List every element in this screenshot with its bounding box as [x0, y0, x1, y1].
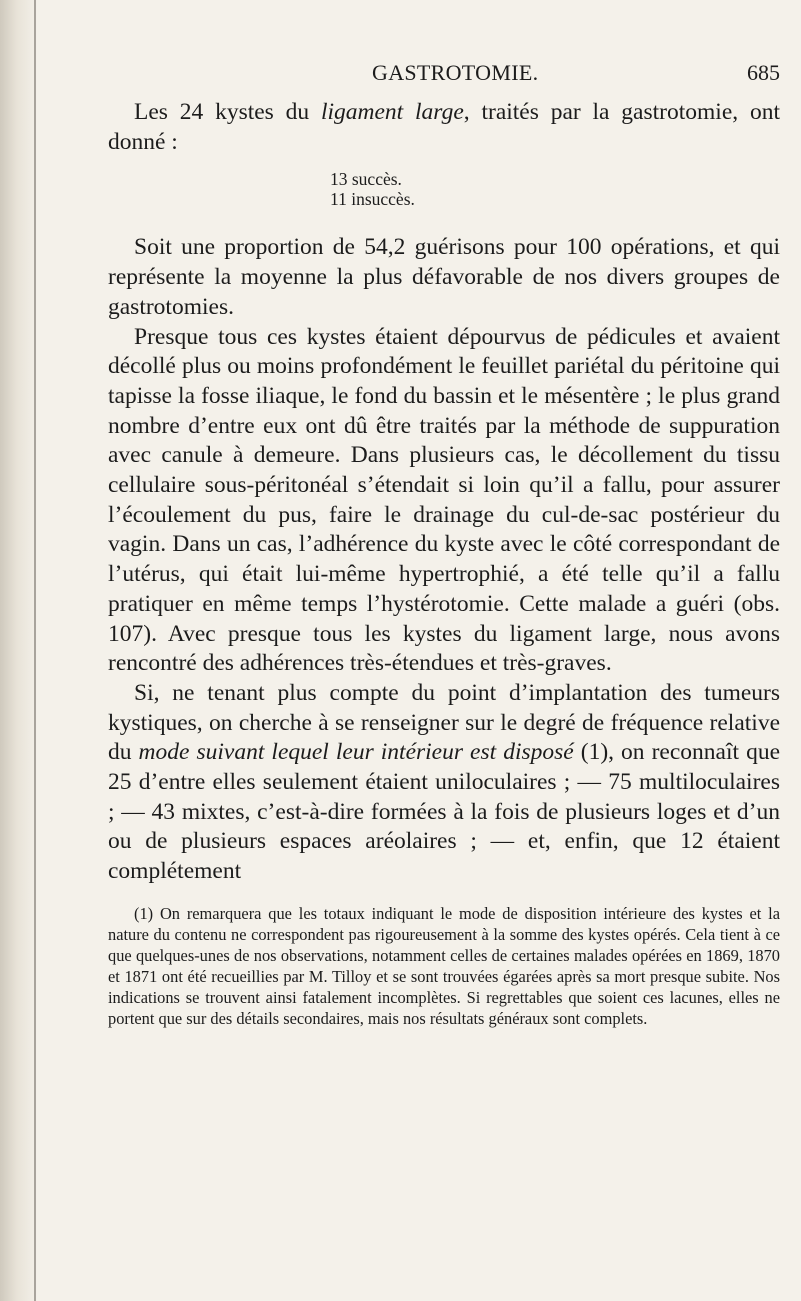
- results-failure: 11 insuccès.: [330, 189, 415, 210]
- running-title: GASTROTOMIE.: [372, 60, 539, 85]
- paragraph-adhesions: Presque tous ces kystes étaient dépourvus de pédicules et avaient décollé plus ou moins profondément le feuillet pariétal du péritoine qui tapisse la fosse iliaque, le fond du bassin et le mésentère ; le plus grand nombre d’entre eux ont dû être traités par la méthode de suppuration avec canule à demeure. Dans plusieurs cas, le décollement du tissu cellulaire sous-péritonéal s’étendait si loin qu’il a fallu, pour assurer l’écoulement du pus, faire le drainage du cul-de-sac postérieur du vagin. Dans un cas, l’adhérence du kyste avec le côté correspondant de l’utérus, qui était lui-même hypertrophié, a été telle qu’il a fallu pratiquer en même temps l’hystérotomie. Cette malade a guéri (obs. 107). Avec presque tous les kystes du ligament large, nous avons rencontré des adhérences très-étendues et très-graves.: [108, 323, 780, 677]
- paragraph-proportion: Soit une proportion de 54,2 guérisons pour 100 opérations, et qui représente la moyenne la plus défavorable de nos divers groupes de gastrotomies.: [108, 234, 780, 320]
- results-success: 13 succès.: [330, 169, 402, 190]
- body-text: [108, 98, 780, 1029]
- book-spine-shadow: [0, 0, 38, 1301]
- results-list: [108, 169, 780, 209]
- disposition-italic-term: mode suivant lequel leur intérieur est disposé: [138, 739, 574, 766]
- footnote: [108, 903, 780, 1029]
- page-header: [108, 60, 780, 90]
- binding-edge: [34, 0, 36, 1301]
- intro-paragraph: Les 24 kystes du ligament large, traités par la gastrotomie, ont donné :: [108, 99, 780, 155]
- intro-italic-term: ligament large: [320, 99, 464, 125]
- paragraph-disposition: Si, ne tenant plus compte du point d’implantation des tumeurs kystiques, on cherche à se renseigner sur le degré de fréquence relative du mode suivant lequel leur intérieur est disposé (1), on reconnaît que 25 d’entre elles seulement étaient uniloculaires ; — 75 multiloculaires ; — 43 mixtes, c’est-à-dire formées à la fois de plusieurs loges et d’un ou de plusieurs espaces aréolaires ; — et, enfin, que 12 étaient complétement: [108, 679, 780, 885]
- page-number: 685: [747, 60, 780, 85]
- footnote-text: (1) On remarquera que les totaux indiquant le mode de disposition intérieure des kystes et la nature du contenu ne correspondent pas rigoureusement à la somme des kystes opérés. Cela tient à ce que quelques-unes de nos observations, notamment celles de certaines malades opérées en 1869, 1870 et 1871 ont été recueillies par M. Tilloy et se sont trouvées égarées après sa mort presque subite. Nos indications se trouvent ainsi fatalement incomplètes. Si regrettables que soient ces lacunes, elles ne portent que sur des détails secondaires, mais nos résultats généraux sont complets.: [108, 903, 780, 1028]
